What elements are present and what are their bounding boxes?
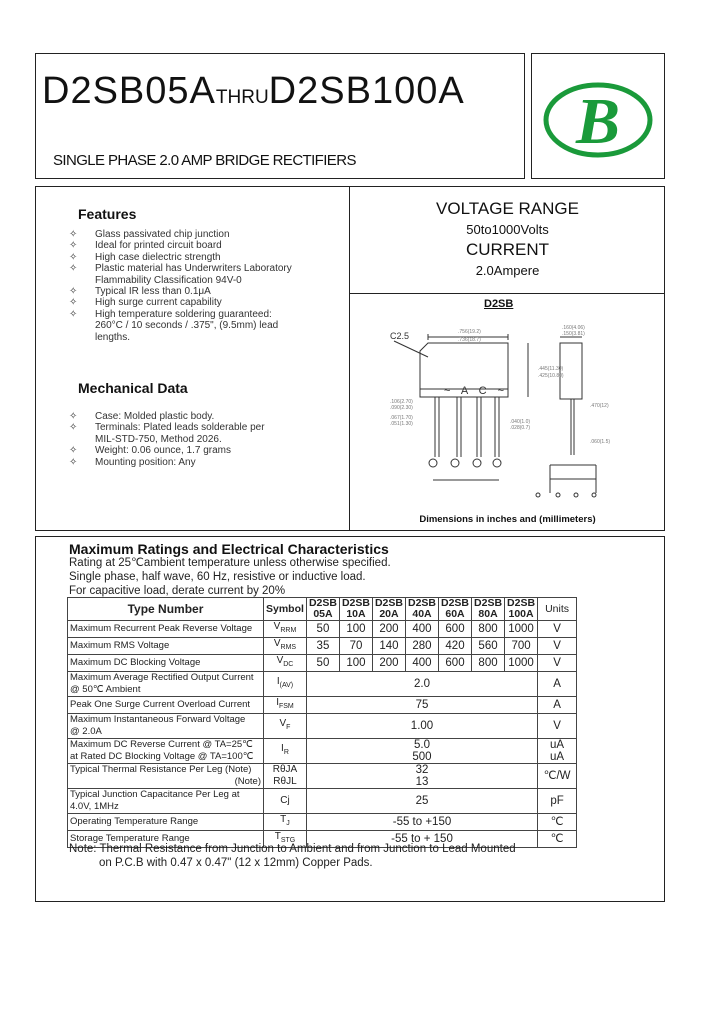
svg-text:.756(19.2): .756(19.2): [458, 329, 481, 335]
list-item: [69, 445, 265, 456]
value-cell: 200: [372, 655, 405, 672]
value-cell: 420: [439, 638, 472, 655]
symbol-cell: Cj: [264, 789, 307, 814]
value-cell: 25: [306, 789, 537, 814]
value-cell: 400: [405, 655, 438, 672]
bullet-icon: ✧: [69, 229, 78, 240]
current-title: CURRENT: [465, 240, 550, 259]
list-item-text: High temperature soldering guaranteed:: [95, 308, 272, 320]
diagram-caption: Dimensions in inches and (millimeters): [419, 514, 596, 525]
value-cell: 600: [439, 655, 472, 672]
units-header: Units: [538, 598, 577, 621]
divider-vertical: [349, 186, 350, 531]
value-cell: 5.0 500: [306, 739, 537, 764]
row-desc: Typical Thermal Resistance Per Leg (Note) (Note): [68, 764, 264, 789]
row-desc: Storage Temperature Range: [68, 831, 264, 848]
part-to: D2SB100A: [268, 70, 465, 112]
table-header: [68, 598, 577, 621]
symbol-cell: $I_R$: [264, 739, 307, 764]
value-cell: -55 to +150: [306, 814, 537, 831]
value-cell: 800: [472, 621, 505, 638]
value-cell: 70: [339, 638, 372, 655]
value-cell: 700: [505, 638, 538, 655]
unit-cell: ℃: [538, 814, 577, 831]
table-row: [68, 789, 577, 814]
part-header: D2SB 10A: [339, 598, 372, 621]
text-line: For capacitive load, derate current by 20%: [69, 585, 286, 597]
footnote: [69, 842, 516, 870]
part-header: D2SB 100A: [505, 598, 538, 621]
value-cell: 75: [306, 697, 537, 714]
value-cell: 1000: [505, 621, 538, 638]
list-item: [69, 422, 265, 433]
row-desc: Maximum Average Rectified Output Current @ 50℃ Ambient: [68, 672, 264, 697]
row-desc: Maximum DC Reverse Current @ TA=25℃ at Rated DC Blocking Voltage @ TA=100℃: [68, 739, 264, 764]
bullet-icon: ✧: [69, 411, 78, 422]
voltage-title: VOLTAGE RANGE: [436, 199, 579, 218]
value-cell: 200: [372, 621, 405, 638]
list-item: [69, 286, 292, 297]
list-item: [69, 457, 265, 468]
value-cell: 100: [339, 655, 372, 672]
list-item-text: Mounting position: Any: [95, 456, 196, 468]
svg-text:.470(12): .470(12): [590, 403, 609, 409]
symbol-cell: $T_J$: [264, 814, 307, 831]
list-item: [69, 275, 292, 286]
bullet-icon: ✧: [69, 456, 78, 468]
list-item: [69, 240, 292, 251]
page-title: [42, 70, 465, 113]
list-item-text: lengths.: [95, 331, 131, 343]
unit-cell: V: [538, 621, 577, 638]
svg-text:.090(2.30): .090(2.30): [390, 405, 413, 411]
symbol-cell: $V_F$: [264, 714, 307, 739]
symbol-cell: $V_{RMS}$: [264, 638, 307, 655]
voltage-value: 50to1000Volts: [466, 222, 549, 237]
list-item: [69, 263, 292, 274]
unit-cell: ℃: [538, 831, 577, 848]
value-cell: 35: [306, 638, 339, 655]
svg-text:.425(10.80): .425(10.80): [538, 373, 564, 379]
value-cell: 1000: [505, 655, 538, 672]
unit-cell: A: [538, 672, 577, 697]
row-desc: Operating Temperature Range: [68, 814, 264, 831]
value-cell: 32 13: [306, 764, 537, 789]
characteristics-table: [67, 597, 577, 848]
symbol-cell: $V_{RRM}$: [264, 621, 307, 638]
thru-label: THRU: [215, 87, 269, 108]
list-item-text: High surge current capability: [95, 297, 222, 309]
svg-text:.160(4.06): .160(4.06): [562, 325, 585, 331]
characteristics-title: Maximum Ratings and Electrical Characteristics: [69, 541, 389, 557]
list-item-text: Terminals: Plated leads solderable per: [95, 422, 265, 434]
type-number-header: Type Number: [68, 598, 264, 621]
current-value: 2.0Ampere: [475, 263, 540, 278]
table-row: [68, 638, 577, 655]
value-cell: 400: [405, 621, 438, 638]
svg-text:.106(2.70): .106(2.70): [390, 399, 413, 405]
logo: [540, 80, 656, 160]
value-cell: 600: [439, 621, 472, 638]
list-item-text: Case: Molded plastic body.: [95, 411, 215, 422]
characteristics-intro: [69, 556, 391, 598]
value-cell: 50: [306, 621, 339, 638]
part-header: D2SB 60A: [439, 598, 472, 621]
value-cell: 140: [372, 638, 405, 655]
part-header: D2SB 05A: [306, 598, 339, 621]
bullet-icon: ✧: [69, 297, 78, 309]
table-row: [68, 714, 577, 739]
row-desc: Maximum Recurrent Peak Reverse Voltage: [68, 621, 264, 638]
list-item: [69, 252, 292, 263]
svg-text:.040(1.0): .040(1.0): [510, 419, 531, 425]
symbol-cell: $I_{(AV)}$: [264, 672, 307, 697]
table-row: [68, 621, 577, 638]
text-line: Single phase, half wave, 60 Hz, resistive or inductive load.: [69, 571, 366, 583]
list-item: [69, 332, 292, 343]
bullet-icon: ✧: [69, 251, 78, 263]
subtitle: SINGLE PHASE 2.0 AMP BRIDGE RECTIFIERS: [53, 152, 356, 169]
unit-cell: V: [538, 655, 577, 672]
table-row: [68, 672, 577, 697]
svg-text:~ A C ~: ~ A C ~: [444, 385, 509, 397]
divider-horizontal: [349, 293, 665, 294]
unit-cell: V: [538, 714, 577, 739]
svg-text:.445(11.30): .445(11.30): [538, 366, 564, 372]
part-header: D2SB 40A: [405, 598, 438, 621]
bullet-icon: ✧: [69, 286, 78, 298]
list-item-text: Plastic material has Underwriters Laboratory: [95, 263, 292, 275]
features-list: [69, 229, 292, 343]
value-cell: 280: [405, 638, 438, 655]
value-cell: 100: [339, 621, 372, 638]
text-line: on P.C.B with 0.47 x 0.47" (12 x 12mm) Copper Pads.: [99, 857, 373, 869]
svg-text:.051(1.30): .051(1.30): [390, 421, 413, 427]
table-row: [68, 739, 577, 764]
symbol-cell: $I_{FSM}$: [264, 697, 307, 714]
svg-text:.736(18.7): .736(18.7): [458, 337, 481, 343]
unit-cell: uA uA: [538, 739, 577, 764]
symbol-cell: RθJA RθJL: [264, 764, 307, 789]
list-item-text: Ideal for printed circuit board: [95, 240, 222, 252]
list-item-text: 260°C / 10 seconds / .375", (9.5mm) lead: [95, 320, 279, 332]
list-item-text: High case dielectric strength: [95, 251, 221, 263]
svg-text:.150(3.81): .150(3.81): [562, 331, 585, 337]
unit-cell: ℃/W: [538, 764, 577, 789]
list-item: [69, 229, 292, 240]
row-desc: Maximum Instantaneous Forward Voltage @ 2.0A: [68, 714, 264, 739]
row-desc: Typical Junction Capacitance Per Leg at 4.0V, 1MHz: [68, 789, 264, 814]
list-item: [69, 411, 265, 422]
text-line: Note: Thermal Resistance from Junction to Ambient and from Junction to Lead Mounted: [69, 843, 516, 855]
bullet-icon: ✧: [69, 445, 78, 457]
svg-text:.067(1.70): .067(1.70): [390, 415, 413, 421]
value-cell: 2.0: [306, 672, 537, 697]
bullet-icon: ✧: [69, 422, 78, 434]
unit-cell: pF: [538, 789, 577, 814]
part-from: D2SB05A: [42, 70, 216, 112]
value-cell: 560: [472, 638, 505, 655]
value-cell: 800: [472, 655, 505, 672]
row-desc: Maximum RMS Voltage: [68, 638, 264, 655]
bullet-icon: ✧: [69, 263, 78, 275]
bullet-icon: ✧: [69, 240, 78, 252]
package-drawing: [360, 315, 660, 505]
list-item-text: Glass passivated chip junction: [95, 229, 230, 240]
symbol-cell: $T_{STG}$: [264, 831, 307, 848]
mechanical-list: [69, 411, 265, 468]
value-cell: -55 to + 150: [306, 831, 537, 848]
list-item: [69, 434, 265, 445]
symbol-header: Symbol: [264, 598, 307, 621]
value-cell: 50: [306, 655, 339, 672]
svg-text:.060(1.5): .060(1.5): [590, 439, 611, 445]
svg-text:B: B: [575, 85, 621, 158]
unit-cell: A: [538, 697, 577, 714]
list-item: [69, 309, 292, 320]
list-item-text: Flammability Classification 94V-0: [95, 274, 242, 286]
list-item: [69, 297, 292, 308]
table-row: [68, 655, 577, 672]
table-row: [68, 814, 577, 831]
list-item-text: Weight: 0.06 ounce, 1.7 grams: [95, 445, 232, 457]
list-item-text: Typical IR less than 0.1μA: [95, 286, 211, 298]
table-row: [68, 697, 577, 714]
svg-text:C2.5: C2.5: [390, 331, 410, 341]
row-desc: Peak One Surge Current Overload Current: [68, 697, 264, 714]
package-label: D2SB: [484, 298, 514, 310]
list-item-text: MIL-STD-750, Method 2026.: [95, 433, 222, 445]
list-item: [69, 320, 292, 331]
features-title: Features: [78, 206, 137, 222]
row-desc: Maximum DC Blocking Voltage: [68, 655, 264, 672]
svg-text:.028(0.7): .028(0.7): [510, 425, 531, 431]
bullet-icon: ✧: [69, 308, 78, 320]
table-row: [68, 764, 577, 789]
part-header: D2SB 80A: [472, 598, 505, 621]
mechanical-title: Mechanical Data: [78, 380, 188, 396]
part-header: D2SB 20A: [372, 598, 405, 621]
unit-cell: V: [538, 638, 577, 655]
text-line: Rating at 25℃ambient temperature unless otherwise specified.: [69, 557, 391, 569]
value-cell: 1.00: [306, 714, 537, 739]
symbol-cell: $V_{DC}$: [264, 655, 307, 672]
